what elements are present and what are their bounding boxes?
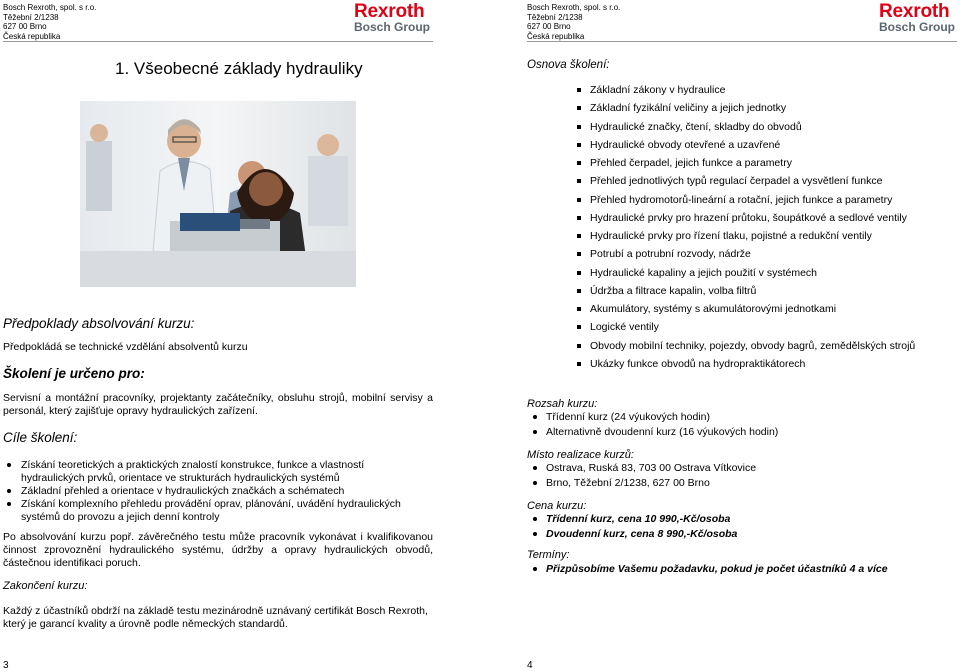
rexroth-logo — [354, 2, 430, 33]
outline-item: Potrubí a potrubní rozvody, nádrže — [576, 248, 915, 266]
trainees-photo — [80, 101, 356, 287]
scope-item: Alternativně dvoudenní kurz (16 výukových hodin) — [529, 426, 778, 441]
outline-item: Základní zákony v hydraulice — [576, 84, 915, 102]
goal-item: Základní přehled a orientace v hydraulických značkách a schématech — [4, 485, 408, 498]
after-course-text: Po absolvování kurzu popř. závěrečného testu může pracovník vykonávat i kvalifikovanou činnost zprovoznění hydraulického systému, údržby a opravy hydraulických obvodů, částečnou identifikaci poruch. — [3, 531, 433, 569]
price-heading: Cena kurzu: — [527, 500, 587, 512]
scope-heading: Rozsah kurzu: — [527, 398, 598, 410]
outline-item: Hydraulické obvody otevřené a uzavřené — [576, 139, 915, 157]
company-address — [3, 3, 96, 41]
company-name: Bosch Rexroth, spol. s r.o. — [3, 3, 97, 12]
outline-item: Přehled čerpadel, jejich funkce a parametry — [576, 157, 915, 175]
page-title: 1. Všeobecné základy hydrauliky — [115, 59, 363, 78]
company-name: Bosch Rexroth, spol. s r.o. — [527, 3, 621, 12]
goals-heading: Cíle školení: — [3, 430, 78, 445]
place-list — [529, 462, 756, 491]
outline-item: Přehled jednotlivých typů regulací čerpadel a vysvětlení funkce — [576, 175, 915, 193]
end-text: Každý z účastníků obdrží na základě testu mezinárodně uznávaný certifikát Bosch Rexroth, který je garancí kvality a úrovně podle německých standardů. — [3, 605, 428, 630]
outline-item: Hydraulické prvky pro řízení tlaku, pojistné a redukční ventily — [576, 230, 915, 248]
audience-heading: Školení je určeno pro: — [3, 366, 145, 381]
dates-list — [529, 563, 888, 578]
page-number: 3 — [3, 660, 9, 671]
header-divider — [527, 41, 957, 42]
goals-list — [4, 459, 408, 524]
outline-heading: Osnova školení: — [527, 59, 610, 71]
outline-item: Přehled hydromotorů-lineární a rotační, jejich funkce a parametry — [576, 194, 915, 212]
outline-item: Hydraulické prvky pro hrazení průtoku, šoupátkové a sedlové ventily — [576, 212, 915, 230]
goal-item: Získání komplexního přehledu provádění oprav, plánování, uvádění hydraulických systémů do provozu a jejich denní kontroly — [4, 498, 408, 524]
place-item: Ostrava, Ruská 83, 703 00 Ostrava Vítkovice — [529, 462, 756, 477]
header-divider — [3, 41, 433, 42]
place-item: Brno, Těžební 2/1238, 627 00 Brno — [529, 477, 756, 492]
company-street: Těžební 2/1238 — [3, 12, 59, 22]
end-heading: Zakončení kurzu: — [3, 580, 88, 592]
company-country: Česká republika — [3, 31, 61, 41]
logo-sub-text: Bosch Group — [879, 20, 956, 34]
prereq-text: Předpokládá se technické vzdělání absolventů kurzu — [3, 341, 248, 353]
prereq-heading: Předpoklady absolvování kurzu: — [3, 316, 195, 331]
scope-item: Třídenní kurz (24 výukových hodin) — [529, 411, 778, 426]
right-page — [480, 0, 960, 671]
company-street: Těžební 2/1238 — [527, 12, 583, 22]
dates-heading: Termíny: — [527, 549, 570, 561]
company-country: Česká republika — [527, 31, 585, 41]
scope-list — [529, 411, 778, 440]
price-item: Třídenní kurz, cena 10 990,-Kč/osoba — [529, 513, 737, 528]
outline-item: Ukázky funkce obvodů na hydropraktikátorech — [576, 358, 915, 376]
outline-item: Základní fyzikální veličiny a jejich jednotky — [576, 102, 915, 120]
goal-item: Získání teoretických a praktických znalostí konstrukce, funkce a vlastností hydraulických prvků, orientace ve strukturách hydraulických systémů — [4, 459, 408, 485]
outline-item: Hydraulické značky, čtení, skladby do obvodů — [576, 121, 915, 139]
company-city: 627 00 Brno — [527, 22, 571, 31]
company-address — [527, 3, 620, 41]
outline-item: Hydraulické kapaliny a jejich použití v systémech — [576, 267, 915, 285]
logo-sub-text: Bosch Group — [354, 20, 431, 34]
outline-item: Akumulátory, systémy s akumulátorovými jednotkami — [576, 303, 915, 321]
outline-item: Obvody mobilní techniky, pojezdy, obvody bagrů, zemědělských strojů — [576, 340, 915, 358]
place-heading: Místo realizace kurzů: — [527, 449, 634, 461]
outline-list — [576, 84, 915, 376]
page-number: 4 — [527, 660, 533, 671]
dates-item: Přizpůsobíme Vašemu požadavku, pokud je počet účastníků 4 a více — [529, 563, 888, 578]
audience-text: Servisní a montážní pracovníky, projektanty začátečníky, obsluhu strojů, mobilní servisy a personál, který zajišťuje opravy hydraulických zařízení. — [3, 392, 433, 417]
price-list — [529, 513, 737, 542]
photo-illustration — [80, 101, 356, 287]
outline-item: Údržba a filtrace kapalin, volba filtrů — [576, 285, 915, 303]
rexroth-logo — [879, 2, 955, 33]
outline-item: Logické ventily — [576, 321, 915, 339]
price-item: Dvoudenní kurz, cena 8 990,-Kč/osoba — [529, 528, 737, 543]
logo-main-text: Rexroth — [354, 1, 425, 22]
logo-main-text: Rexroth — [879, 1, 950, 22]
company-city: 627 00 Brno — [3, 22, 47, 31]
